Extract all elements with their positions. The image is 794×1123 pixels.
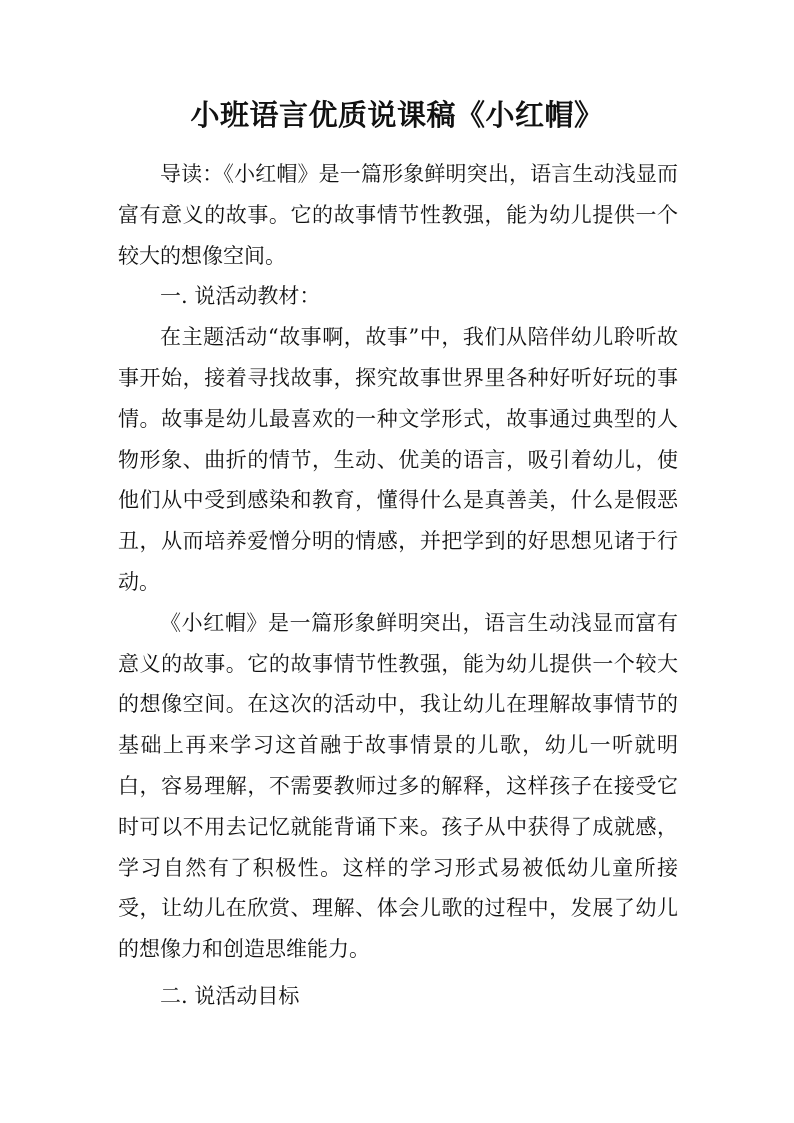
document-body xyxy=(118,154,678,1017)
section-1-paragraph-2: 《小红帽》是一篇形象鲜明突出，语言生动浅显而富有意义的故事。它的故事情节性教强，能为幼儿提供一个较大的想像空间。在这次的活动中，我让幼儿在理解故事情节的基础上再来学习这首融于故事情景的儿歌，幼儿一听就明白，容易理解，不需要教师过多的解释，这样孩子在接受它时可以不用去记忆就能背诵下来。孩子从中获得了成就感，学习自然有了积极性。这样的学习形式易被低幼儿童所接受，让幼儿在欣赏、理解、体会儿歌的过程中，发展了幼儿的想像力和创造思维能力。 xyxy=(118,610,678,962)
intro-paragraph: 导读：《小红帽》是一篇形象鲜明突出，语言生动浅显而富有意义的故事。它的故事情节性教强，能为幼儿提供一个较大的想像空间。 xyxy=(118,162,678,268)
section-1-heading: 一. 说活动教材： xyxy=(160,284,321,309)
section-1-paragraph-1: 在主题活动“故事啊，故事”中，我们从陪伴幼儿聆听故事开始，接着寻找故事，探究故事世界里各种好听好玩的事情。故事是幼儿最喜欢的一种文学形式，故事通过典型的人物形象、曲折的情节，生动、优美的语言，吸引着幼儿，使他们从中受到感染和教育，懂得什么是真善美，什么是假恶丑，从而培养爱憎分明的情感，并把学到的好思想见诸于行动。 xyxy=(118,325,678,594)
document-title: 小班语言优质说课稿《小红帽》 xyxy=(190,98,604,132)
section-2-heading: 二. 说活动目标 xyxy=(160,983,300,1008)
